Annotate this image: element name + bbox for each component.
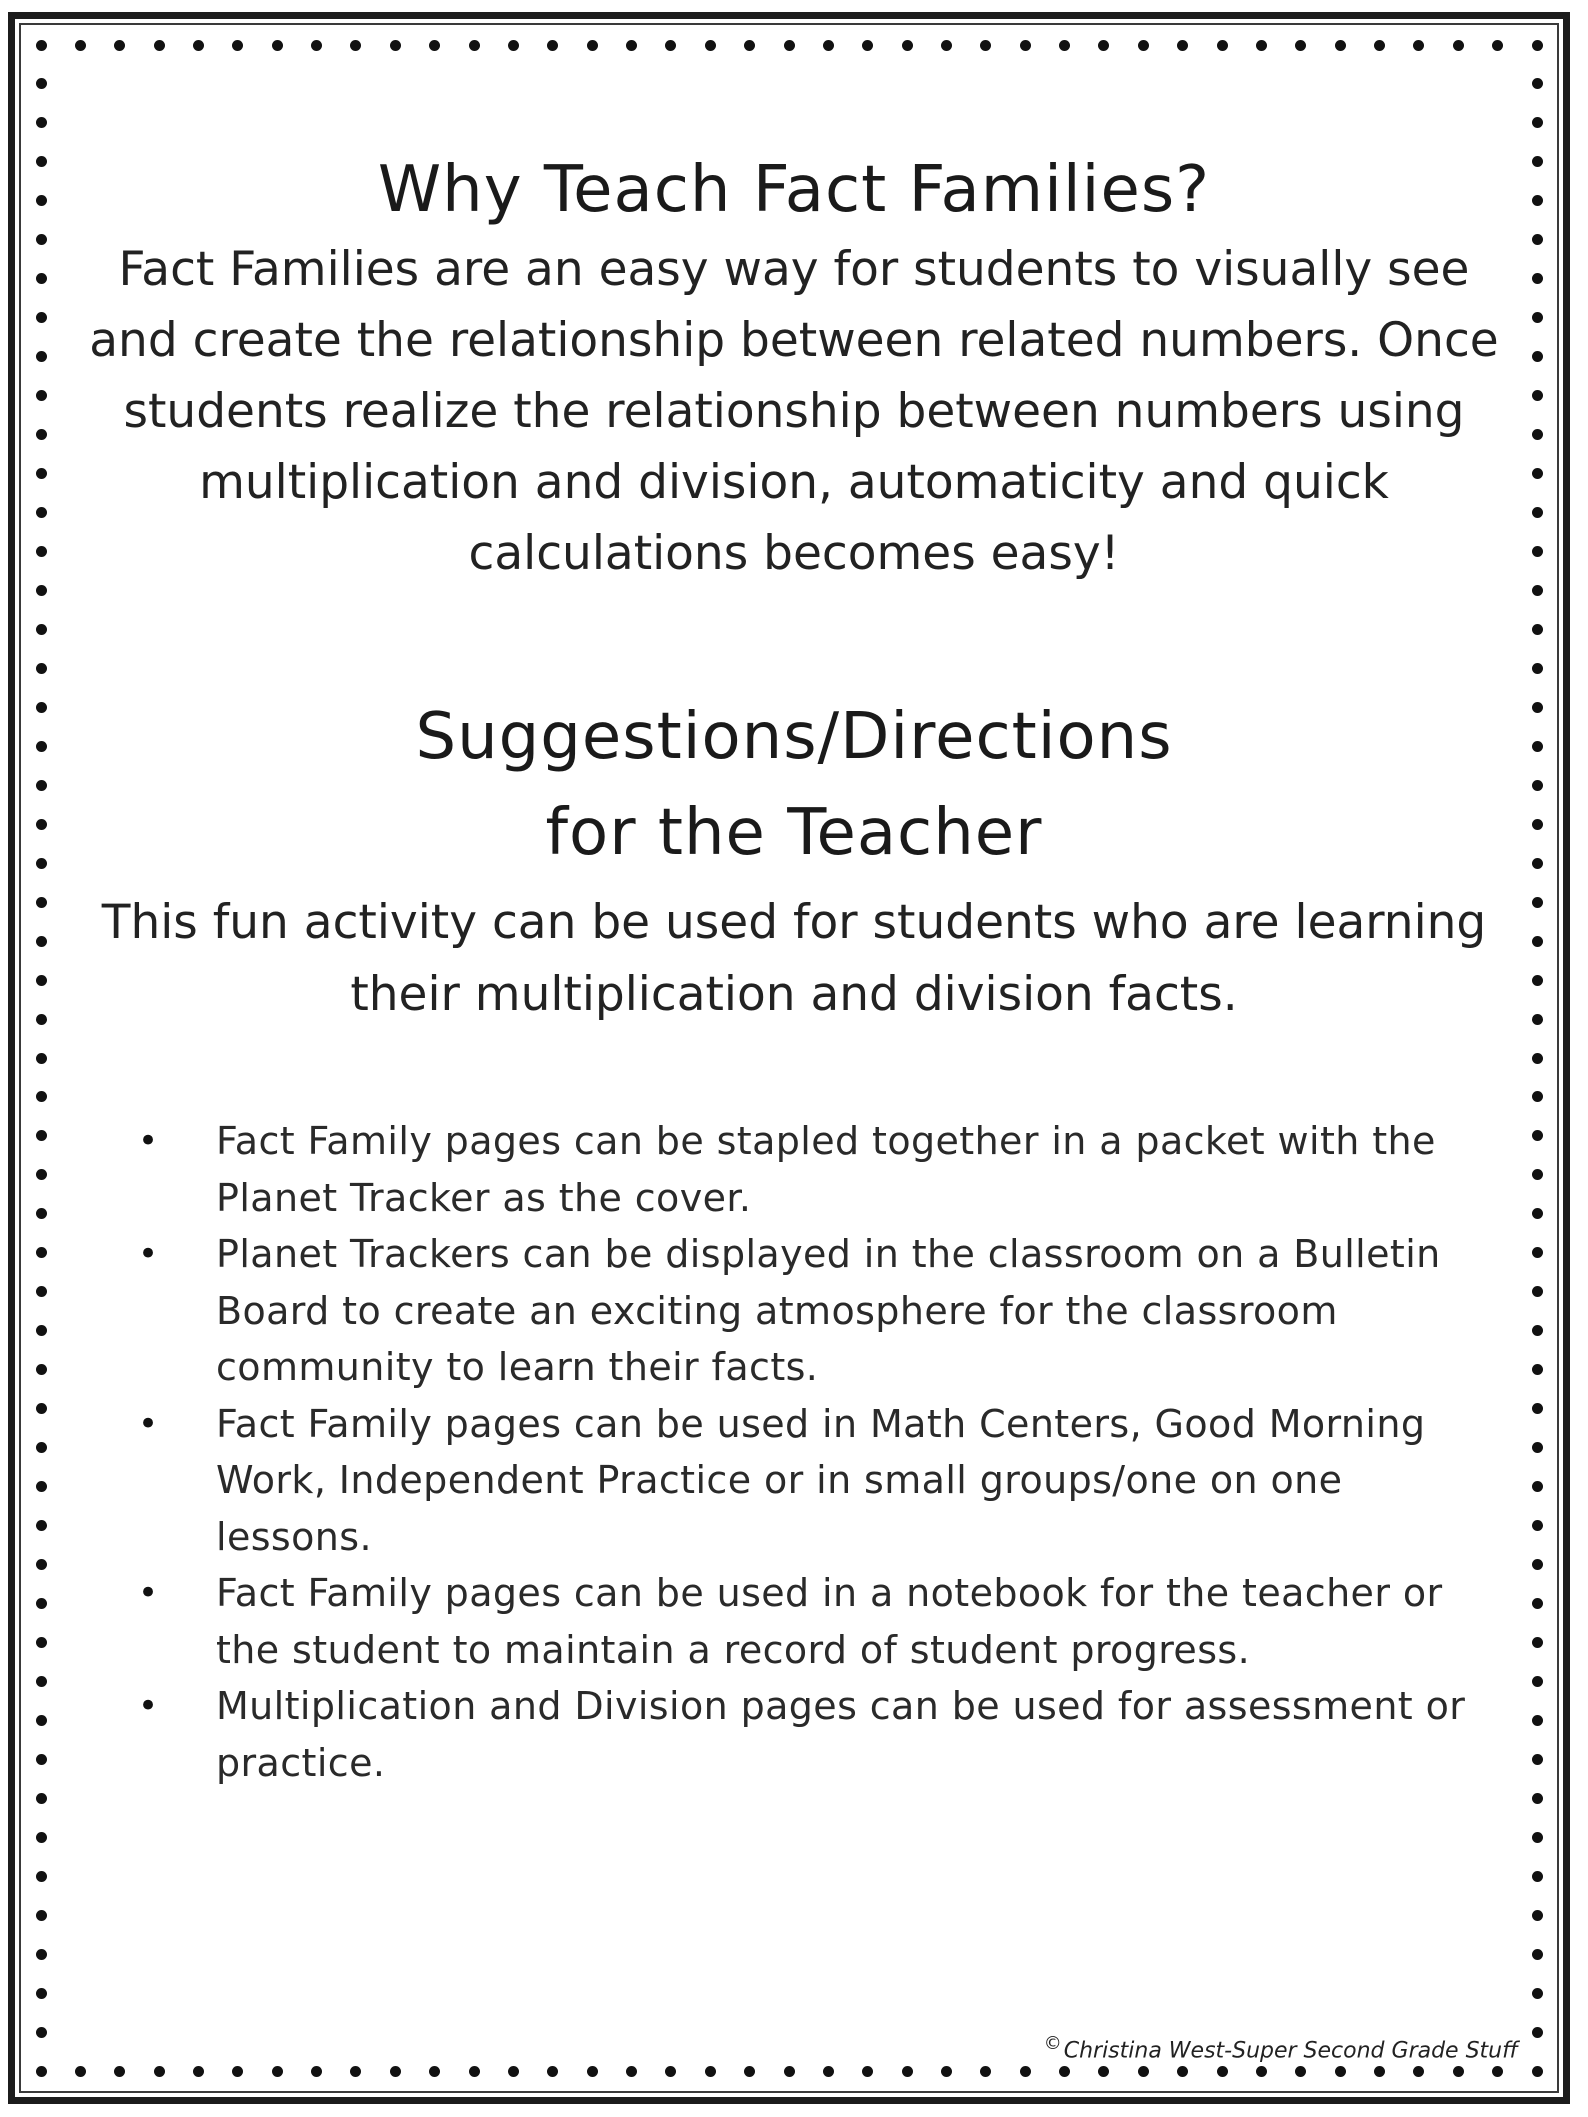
border-dot xyxy=(36,468,47,479)
border-dot xyxy=(1532,1403,1543,1414)
border-dot xyxy=(1532,40,1543,51)
border-dot xyxy=(862,2066,873,2077)
border-dot xyxy=(1374,2066,1385,2077)
bullet-icon: • xyxy=(138,1403,159,1444)
border-dot xyxy=(390,2066,401,2077)
credit-text: Christina West-Super Second Grade Stuff xyxy=(1063,2038,1518,2063)
border-dot xyxy=(75,2066,86,2077)
border-dot xyxy=(272,40,283,51)
border-dot xyxy=(36,897,47,908)
border-dot xyxy=(36,1832,47,1843)
why-body: Fact Families are an easy way for students to visually see and create the relationship between related numbers. Once students realize the relationship between numbers using multiplication and division, automaticity and quick calculations becomes easy! xyxy=(89,242,1499,581)
border-dot xyxy=(744,40,755,51)
border-dot xyxy=(1532,1325,1543,1336)
border-dot xyxy=(36,1053,47,1064)
border-dot xyxy=(1532,1481,1543,1492)
border-dot xyxy=(1217,40,1228,51)
border-dot xyxy=(36,1442,47,1453)
border-dot xyxy=(36,1286,47,1297)
list-item-text: Multiplication and Division pages can be used for assessment or practice. xyxy=(216,1684,1466,1785)
border-dot xyxy=(1453,40,1464,51)
border-dot xyxy=(1532,1559,1543,1570)
bullet-icon: • xyxy=(138,1573,159,1613)
border-dot xyxy=(36,1910,47,1921)
border-dot xyxy=(1532,1053,1543,1064)
border-dot xyxy=(902,40,913,51)
border-dot xyxy=(1335,2066,1346,2077)
border-dot xyxy=(626,40,637,51)
border-dot xyxy=(1059,40,1070,51)
border-dot xyxy=(1532,156,1543,167)
border-dot xyxy=(36,1949,47,1960)
bullet-icon: • xyxy=(138,1686,159,1726)
border-dot xyxy=(1532,1754,1543,1765)
border-dot xyxy=(823,40,834,51)
border-dot xyxy=(1532,1247,1543,1258)
border-dot xyxy=(1532,1364,1543,1375)
bullet-icon: • xyxy=(138,1121,159,1161)
border-dot xyxy=(36,1130,47,1141)
border-dot xyxy=(36,624,47,635)
border-dot xyxy=(36,1676,47,1687)
border-dot xyxy=(626,2066,637,2077)
border-dot xyxy=(36,1520,47,1531)
border-dot xyxy=(784,40,795,51)
border-dot xyxy=(36,975,47,986)
border-dot xyxy=(36,1364,47,1375)
border-dot xyxy=(232,40,243,51)
border-dot xyxy=(36,1091,47,1102)
suggestions-title-line-2: for the Teacher xyxy=(545,796,1043,870)
border-dot xyxy=(1335,40,1346,51)
border-dot xyxy=(36,663,47,674)
border-dot xyxy=(36,1793,47,1804)
list-item xyxy=(80,1678,1508,1791)
border-dot xyxy=(1138,2066,1149,2077)
border-dot xyxy=(1532,507,1543,518)
border-dot xyxy=(1532,1676,1543,1687)
border-dot xyxy=(36,1598,47,1609)
border-dot xyxy=(1492,40,1503,51)
border-dot xyxy=(114,2066,125,2077)
border-dot xyxy=(587,2066,598,2077)
list-item-text: Fact Family pages can be used in Math Centers, Good Morning Work, Independent Practice or in small groups/one on one lessons. xyxy=(216,1401,1426,1559)
border-dot xyxy=(1532,1442,1543,1453)
border-dot xyxy=(36,2027,47,2038)
border-dot xyxy=(36,312,47,323)
border-dot xyxy=(36,78,47,89)
border-dot xyxy=(862,40,873,51)
border-dot xyxy=(350,40,361,51)
border-dot xyxy=(36,1988,47,1999)
suggestions-list xyxy=(80,1113,1508,1791)
suggestions-title xyxy=(80,689,1508,881)
border-dot xyxy=(902,2066,913,2077)
border-dot xyxy=(272,2066,283,2077)
border-dot xyxy=(1020,2066,1031,2077)
bullet-icon: • xyxy=(138,1234,159,1274)
border-dot xyxy=(1532,234,1543,245)
border-dot xyxy=(941,40,952,51)
border-dot xyxy=(1532,663,1543,674)
border-dot xyxy=(36,195,47,206)
border-dot xyxy=(941,2066,952,2077)
border-dot xyxy=(1532,1286,1543,1297)
border-dot xyxy=(1020,40,1031,51)
border-dot xyxy=(547,2066,558,2077)
border-dot xyxy=(1532,1832,1543,1843)
border-dot xyxy=(665,40,676,51)
border-dot xyxy=(469,2066,480,2077)
border-dot xyxy=(429,40,440,51)
border-dot xyxy=(1532,858,1543,869)
border-dot xyxy=(1532,1988,1543,1999)
border-dot xyxy=(1295,40,1306,51)
border-dot xyxy=(1532,741,1543,752)
border-dot xyxy=(980,40,991,51)
border-dot xyxy=(1532,1598,1543,1609)
border-dot xyxy=(1532,702,1543,713)
suggestions-title-line-1: Suggestions/Directions xyxy=(415,700,1173,774)
list-item xyxy=(80,1565,1508,1678)
border-dot xyxy=(36,1403,47,1414)
border-dot xyxy=(390,40,401,51)
copyright-icon: © xyxy=(1043,2032,1062,2054)
border-dot xyxy=(1532,1014,1543,1025)
border-dot xyxy=(1532,546,1543,557)
border-dot xyxy=(36,1559,47,1570)
border-dot xyxy=(1532,1949,1543,1960)
border-dot xyxy=(154,40,165,51)
border-dot xyxy=(1532,1169,1543,1180)
border-dot xyxy=(1532,1130,1543,1141)
border-dot xyxy=(1532,1793,1543,1804)
page-content xyxy=(80,150,1508,1791)
border-dot xyxy=(705,40,716,51)
border-dot xyxy=(36,1871,47,1882)
border-dot xyxy=(1532,468,1543,479)
border-dot xyxy=(311,40,322,51)
border-dot xyxy=(36,351,47,362)
border-dot xyxy=(75,40,86,51)
border-dot xyxy=(36,2066,47,2077)
border-dot xyxy=(1532,78,1543,89)
border-dot xyxy=(36,117,47,128)
border-dot xyxy=(1492,2066,1503,2077)
border-dot xyxy=(36,702,47,713)
border-dot xyxy=(1532,1208,1543,1219)
border-dot xyxy=(1256,2066,1267,2077)
border-dot xyxy=(1532,1091,1543,1102)
border-dot xyxy=(1532,975,1543,986)
border-dot xyxy=(36,390,47,401)
border-dot xyxy=(1532,1637,1543,1648)
list-item-text: Fact Family pages can be used in a notebook for the teacher or the student to maintain a record of student progress. xyxy=(216,1571,1443,1672)
border-dot xyxy=(232,2066,243,2077)
border-dot xyxy=(36,819,47,830)
border-dot xyxy=(1532,1910,1543,1921)
border-dot xyxy=(1098,2066,1109,2077)
copyright-credit xyxy=(1044,2033,1518,2063)
border-dot xyxy=(1532,780,1543,791)
border-dot xyxy=(1532,624,1543,635)
border-dot xyxy=(36,1637,47,1648)
border-dot xyxy=(1217,2066,1228,2077)
list-item-text: Planet Trackers can be displayed in the classroom on a Bulletin Board to create an exciting atmosphere for the classroom community to learn their facts. xyxy=(216,1232,1441,1389)
border-dot xyxy=(665,2066,676,2077)
border-dot xyxy=(1374,40,1385,51)
border-dot xyxy=(36,858,47,869)
border-dot xyxy=(1138,40,1149,51)
border-dot xyxy=(1532,2066,1543,2077)
border-dot xyxy=(193,40,204,51)
border-dot xyxy=(36,234,47,245)
border-dot xyxy=(1098,40,1109,51)
border-dot xyxy=(1532,117,1543,128)
border-dot xyxy=(36,429,47,440)
border-dot xyxy=(154,2066,165,2077)
border-dot xyxy=(1532,1520,1543,1531)
border-dot xyxy=(36,1481,47,1492)
border-dot xyxy=(1413,2066,1424,2077)
border-dot xyxy=(1177,40,1188,51)
border-dot xyxy=(36,156,47,167)
border-dot xyxy=(823,2066,834,2077)
border-dot xyxy=(744,2066,755,2077)
border-dot xyxy=(1532,897,1543,908)
border-dot xyxy=(1532,936,1543,947)
border-dot xyxy=(1453,2066,1464,2077)
border-dot xyxy=(36,273,47,284)
border-dot xyxy=(1532,2027,1543,2038)
border-dot xyxy=(36,1247,47,1258)
border-dot xyxy=(36,585,47,596)
border-dot xyxy=(1532,429,1543,440)
border-dot xyxy=(1532,1871,1543,1882)
border-dot xyxy=(1532,195,1543,206)
why-title: Why Teach Fact Families? xyxy=(377,153,1211,227)
border-dot xyxy=(311,2066,322,2077)
border-dot xyxy=(429,2066,440,2077)
border-dot xyxy=(1532,585,1543,596)
list-item xyxy=(80,1113,1508,1226)
border-dot xyxy=(705,2066,716,2077)
border-dot xyxy=(1532,312,1543,323)
list-item xyxy=(80,1396,1508,1566)
border-dot xyxy=(1532,273,1543,284)
border-dot xyxy=(1295,2066,1306,2077)
border-dot xyxy=(508,40,519,51)
border-dot xyxy=(1532,1715,1543,1726)
border-dot xyxy=(36,546,47,557)
border-dot xyxy=(1413,40,1424,51)
border-dot xyxy=(36,741,47,752)
border-dot xyxy=(508,2066,519,2077)
border-dot xyxy=(36,1754,47,1765)
border-dot xyxy=(547,40,558,51)
border-dot xyxy=(114,40,125,51)
border-dot xyxy=(36,1014,47,1025)
border-dot xyxy=(36,40,47,51)
suggestions-intro: This fun activity can be used for students who are learning their multiplication and division facts. xyxy=(101,895,1487,1022)
border-dot xyxy=(36,1715,47,1726)
border-dot xyxy=(1059,2066,1070,2077)
border-dot xyxy=(36,507,47,518)
border-dot xyxy=(784,2066,795,2077)
border-dot xyxy=(1177,2066,1188,2077)
border-dot xyxy=(980,2066,991,2077)
border-dot xyxy=(1532,351,1543,362)
border-dot xyxy=(193,2066,204,2077)
border-dot xyxy=(36,1208,47,1219)
list-item-text: Fact Family pages can be stapled together in a packet with the Planet Tracker as the cover. xyxy=(216,1119,1436,1220)
border-dot xyxy=(36,1325,47,1336)
border-dot xyxy=(1532,390,1543,401)
border-dot xyxy=(36,1169,47,1180)
border-dot xyxy=(587,40,598,51)
border-dot xyxy=(36,780,47,791)
border-dot xyxy=(1532,819,1543,830)
border-dot xyxy=(350,2066,361,2077)
border-dot xyxy=(469,40,480,51)
border-dot xyxy=(36,936,47,947)
list-item xyxy=(80,1226,1508,1396)
border-dot xyxy=(1256,40,1267,51)
